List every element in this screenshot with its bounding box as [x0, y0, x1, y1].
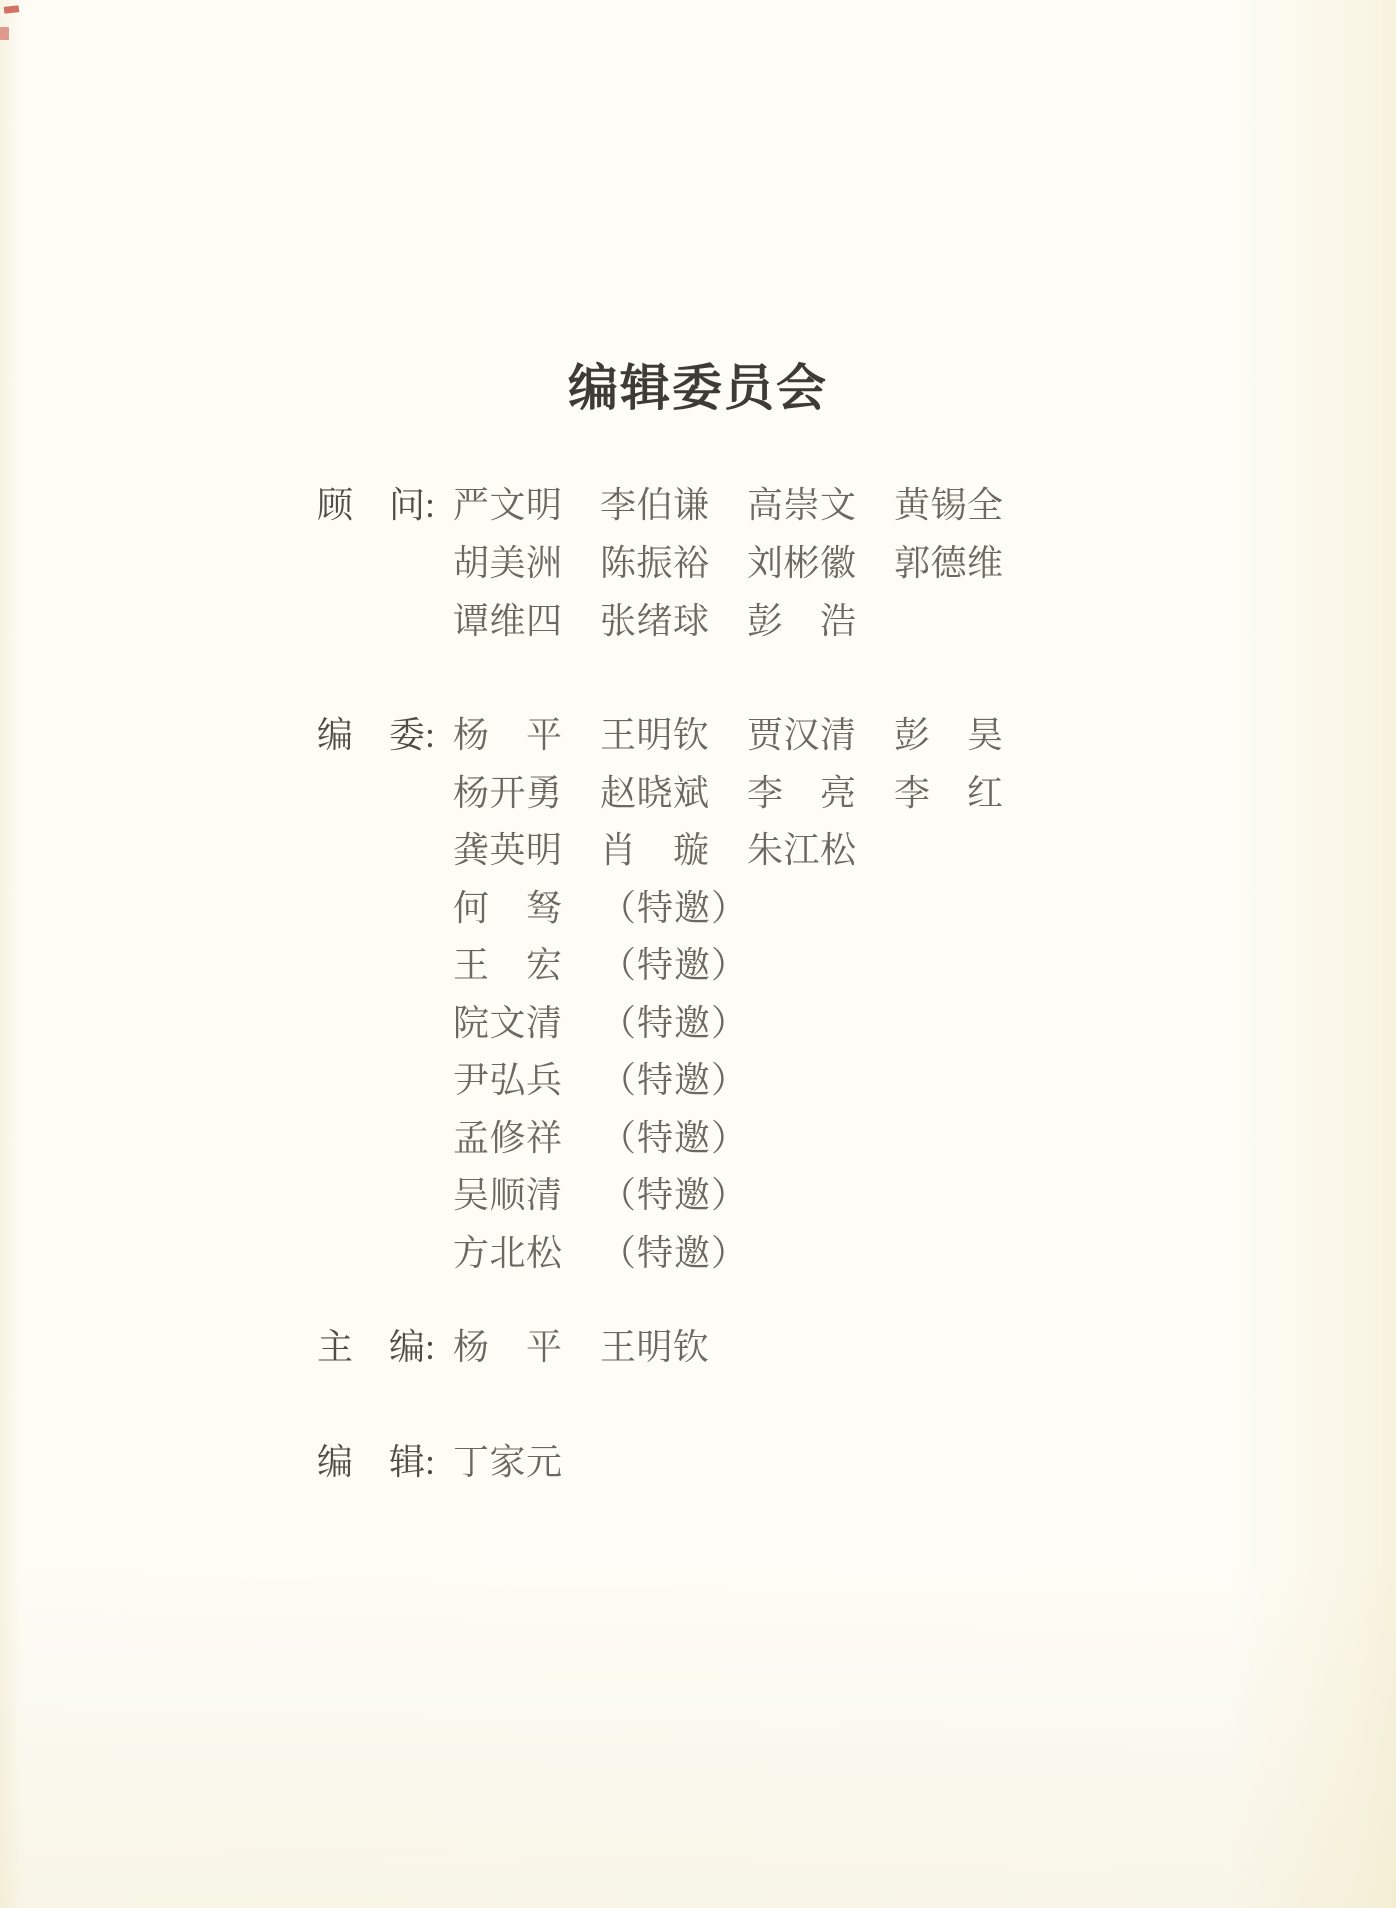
member-name: 杨开勇: [453, 772, 563, 813]
advisor-row: [317, 534, 1041, 592]
member-name: 王明钦: [600, 715, 710, 755]
member-name: 杨 平: [453, 715, 563, 755]
advisors-section: [317, 476, 1041, 650]
guest-member-row: [317, 1225, 1041, 1283]
member-name: 陈振裕: [600, 543, 710, 583]
guest-member-row: [317, 1052, 1041, 1110]
chief-editor-label: 主 编:: [317, 1327, 436, 1367]
guest-member-row: [317, 1167, 1041, 1225]
member-name: 龚英明: [453, 830, 563, 870]
member-name: 方北松: [453, 1232, 563, 1273]
editorial-row: [317, 707, 1041, 765]
member-name: 高崇文: [747, 485, 857, 525]
member-name: 院文清: [453, 1002, 563, 1043]
member-name: 谭维四: [453, 601, 563, 641]
scan-artifact-red-mark: [0, 27, 9, 40]
guest-invited-tag: （特邀）: [600, 1002, 749, 1043]
page-title: 编辑委员会: [568, 360, 828, 416]
member-name: 贾汉清: [747, 715, 857, 755]
guest-invited-tag: （特邀）: [600, 1117, 749, 1158]
member-name: 吴顺清: [453, 1175, 563, 1215]
advisors-section-label: 顾 问:: [317, 485, 436, 525]
chief-editor-section: [317, 1318, 747, 1376]
editorial-row: [317, 822, 1041, 880]
member-name: 张绪球: [600, 601, 710, 641]
member-name: 胡美洲: [453, 543, 563, 583]
member-name: 黄锡全: [894, 485, 1004, 525]
editor-section: [317, 1433, 600, 1491]
guest-invited-tag: （特邀）: [600, 1060, 749, 1100]
guest-member-row: [317, 937, 1041, 995]
guest-member-row: [317, 1110, 1041, 1168]
member-name: 尹弘兵: [453, 1060, 563, 1100]
member-name: 孟修祥: [453, 1117, 563, 1158]
editorial-section-label: 编 委:: [317, 715, 436, 755]
member-name: 赵晓斌: [600, 772, 710, 813]
editorial-board-section: [317, 707, 1041, 1282]
member-name: 彭 浩: [747, 601, 857, 641]
member-name: 刘彬徽: [747, 543, 857, 583]
editor-row: [317, 1433, 600, 1491]
guest-member-row: [317, 995, 1041, 1053]
member-name: 严文明: [453, 485, 563, 525]
member-name: 郭德维: [894, 543, 1004, 583]
advisor-row: [317, 476, 1041, 534]
member-name: 杨 平: [453, 1327, 563, 1367]
editorial-row: [317, 765, 1041, 823]
member-name: 何 驽: [453, 887, 563, 928]
guest-invited-tag: （特邀）: [600, 1175, 749, 1215]
guest-member-row: [317, 880, 1041, 938]
guest-invited-tag: （特邀）: [600, 945, 749, 985]
member-name: 李伯谦: [600, 485, 710, 525]
guest-invited-tag: （特邀）: [600, 887, 749, 928]
member-name: 彭 昊: [894, 715, 1004, 755]
scan-artifact-red-mark: [4, 5, 20, 14]
editor-label: 编 辑:: [317, 1442, 436, 1482]
member-name: 王 宏: [453, 945, 563, 985]
chief-editor-row: [317, 1318, 747, 1376]
advisor-row: [317, 592, 1041, 650]
member-name: 肖 璇: [600, 830, 710, 870]
member-name: 丁家元: [453, 1442, 563, 1482]
member-name: 李 亮: [747, 772, 857, 813]
guest-invited-tag: （特邀）: [600, 1232, 749, 1273]
member-name: 朱江松: [747, 830, 857, 870]
member-name: 李 红: [894, 772, 1004, 813]
member-name: 王明钦: [600, 1327, 710, 1367]
